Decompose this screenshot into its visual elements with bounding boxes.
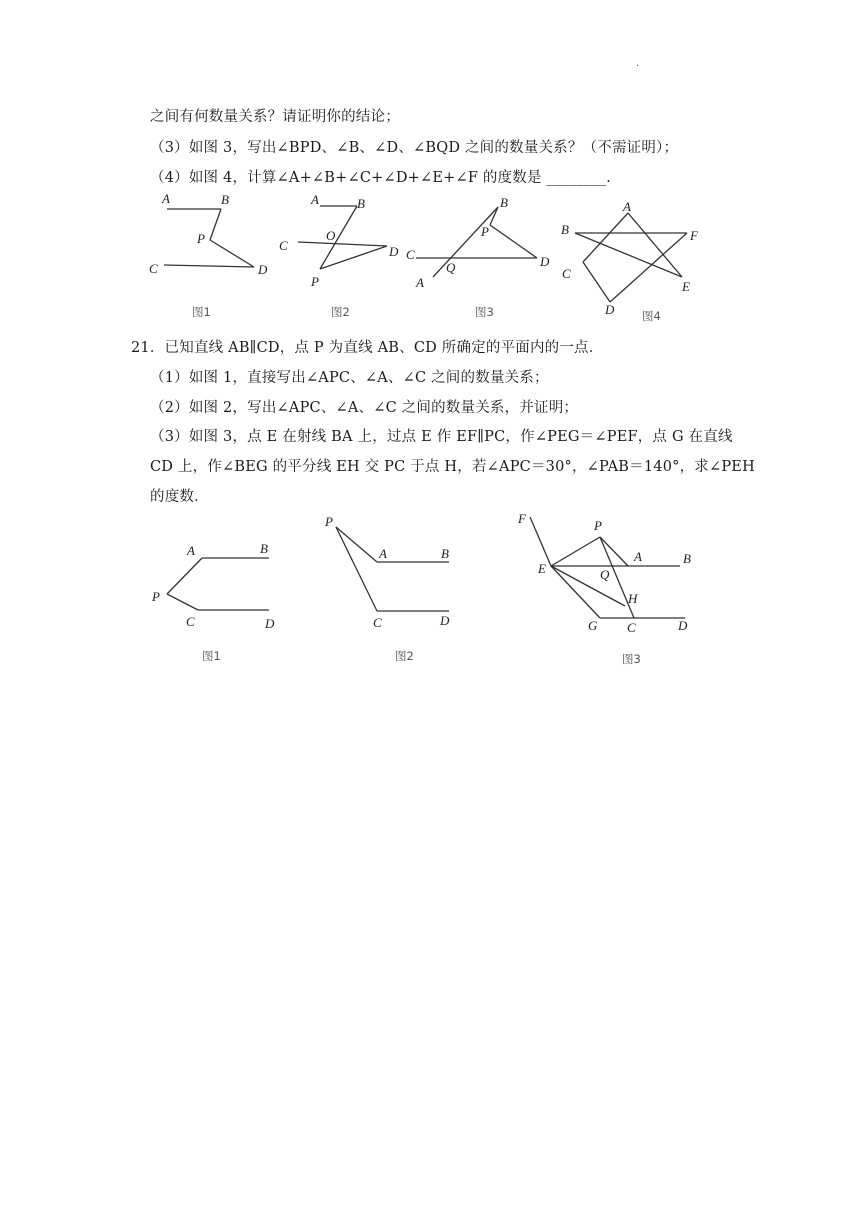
q21-part3-line2: CD 上，作∠BEG 的平分线 EH 交 PC 于点 H，若∠APC＝30°，∠PAB＝140°，求∠PEH	[150, 459, 755, 475]
label-A: A	[187, 543, 195, 558]
label-C: C	[627, 620, 636, 635]
label-G: G	[588, 618, 598, 633]
header-mark: .	[636, 58, 640, 69]
label-P: P	[481, 224, 489, 239]
q21-stem: 21．已知直线 AB∥CD，点 P 为直线 AB、CD 所确定的平面内的一点．	[131, 340, 604, 356]
label-D: D	[440, 613, 450, 628]
q21-part3-line1: （3）如图 3，点 E 在射线 BA 上，过点 E 作 EF∥PC，作∠PEG＝∠PEF，点 G 在直线	[150, 429, 733, 445]
label-E: E	[682, 279, 690, 294]
label-F: F	[690, 228, 698, 243]
q21-part3-line3: 的度数．	[150, 489, 209, 505]
caption-fig3: 图3	[475, 305, 494, 319]
label-O: O	[326, 228, 336, 243]
label-C: C	[562, 266, 571, 281]
label-B: B	[683, 551, 691, 566]
label-P: P	[311, 274, 319, 289]
label-Q: Q	[446, 260, 456, 275]
label-P: P	[197, 231, 205, 246]
caption-q21-fig3: 图3	[622, 652, 641, 666]
label-A: A	[634, 549, 642, 564]
q20-part4: （4）如图 4，计算∠A+∠B+∠C+∠D+∠E+∠F 的度数是 ________.	[150, 170, 611, 186]
label-D: D	[389, 244, 399, 259]
label-D: D	[258, 262, 268, 277]
caption-fig2: 图2	[331, 305, 350, 319]
label-A: A	[623, 199, 631, 214]
caption-q21-fig2: 图2	[395, 649, 414, 663]
q20-line-continuation: 之间有何数量关系？请证明你的结论；	[150, 109, 400, 125]
label-C: C	[406, 247, 415, 262]
label-A: A	[416, 275, 424, 290]
label-H: H	[628, 591, 638, 606]
label-C: C	[186, 614, 195, 629]
q20-part3: （3）如图 3，写出∠BPD、∠B、∠D、∠BQD 之间的数量关系？（不需证明）；	[150, 140, 679, 156]
label-C: C	[279, 238, 288, 253]
label-D: D	[605, 302, 615, 317]
label-D: D	[540, 254, 550, 269]
label-B: B	[561, 222, 569, 237]
label-C: C	[149, 261, 158, 276]
label-P: P	[152, 589, 160, 604]
label-D: D	[265, 616, 275, 631]
label-B: B	[260, 541, 268, 556]
caption-fig1: 图1	[192, 305, 211, 319]
q21-part2: （2）如图 2，写出∠APC、∠A、∠C 之间的数量关系，并证明；	[150, 400, 579, 416]
caption-q21-fig1: 图1	[202, 649, 221, 663]
caption-fig4: 图4	[642, 309, 661, 323]
label-P: P	[594, 518, 602, 533]
label-B: B	[441, 546, 449, 561]
label-D: D	[678, 618, 688, 633]
label-B: B	[221, 192, 229, 207]
label-B: B	[500, 195, 508, 210]
q21-part1: （1）如图 1，直接写出∠APC、∠A、∠C 之间的数量关系；	[150, 370, 549, 386]
label-B: B	[357, 196, 365, 211]
label-A: A	[162, 191, 170, 206]
label-F: F	[518, 511, 526, 526]
label-Q: Q	[600, 567, 610, 582]
label-A: A	[379, 546, 387, 561]
label-A: A	[311, 192, 319, 207]
label-P: P	[325, 514, 333, 529]
label-E: E	[538, 561, 546, 576]
label-C: C	[373, 615, 382, 630]
